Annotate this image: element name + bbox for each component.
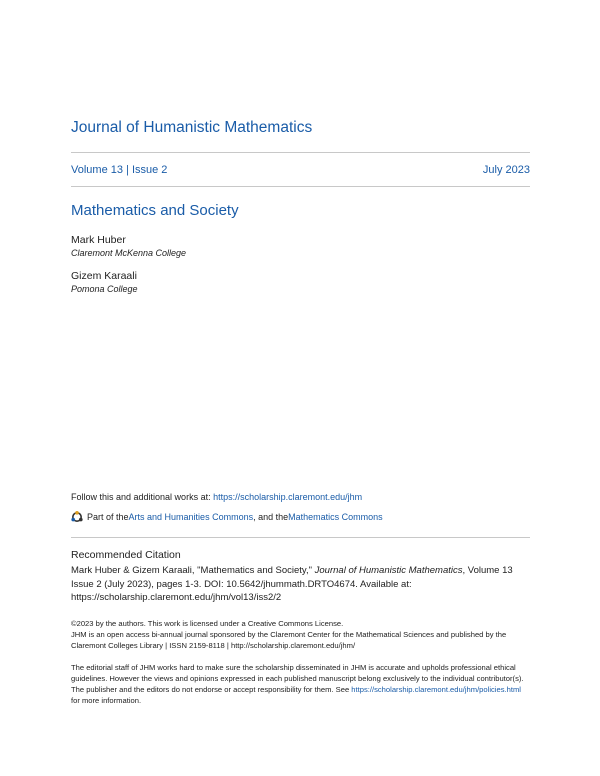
- follow-prefix: Follow this and additional works at:: [71, 492, 214, 502]
- citation-details: , Volume 13 Issue 2 (July 2023), pages 1-3. DOI: 10.5642/jhummath.DRTO4674. Available at: https://scholarship.claremont.edu/jhm/vol13/iss2/2: [71, 565, 513, 603]
- divider: [71, 537, 530, 538]
- license-line: ©2023 by the authors. This work is licensed under a Creative Commons License.: [71, 619, 344, 628]
- volume-issue: Volume 13 | Issue 2: [71, 164, 168, 176]
- editorial-note: [71, 662, 530, 706]
- part-of-prefix: Part of the: [87, 512, 129, 522]
- policies-link[interactable]: https://scholarship.claremont.edu/jhm/policies.html: [351, 685, 521, 694]
- citation-journal: Journal of Humanistic Mathematics: [314, 565, 463, 576]
- recommended-citation-heading: Recommended Citation: [71, 549, 181, 561]
- divider: [71, 152, 530, 153]
- author-name: Mark Huber: [71, 234, 126, 246]
- editorial-text-end: for more information.: [71, 696, 142, 705]
- author-affiliation: Claremont McKenna College: [71, 248, 187, 258]
- citation-authors-title: Mark Huber & Gizem Karaali, "Mathematics and Society,": [71, 565, 315, 576]
- network-icon: [71, 511, 83, 523]
- journal-title: Journal of Humanistic Mathematics: [71, 119, 313, 136]
- author-name: Gizem Karaali: [71, 270, 137, 282]
- author-affiliation: Pomona College: [71, 284, 138, 294]
- editorial-text: The editorial staff of JHM works hard to make sure the scholarship disseminated in JHM is accurate and upholds professional ethical guidelines. However the views and opinions expressed in each published manuscript belong exclusively to the individual contributor(s). The publisher and the editors do not endorse or accept responsibility for them. See: [71, 663, 524, 694]
- follow-line: [71, 492, 362, 502]
- arts-humanities-commons-link[interactable]: Arts and Humanities Commons: [128, 512, 254, 522]
- divider: [71, 186, 530, 187]
- journal-info: JHM is an open access bi-annual journal sponsored by the Claremont Center for the Mathematical Sciences and published by the Claremont Colleges Library | ISSN 2159-8118 | http://scholarship.claremont.edu/jhm/: [71, 630, 507, 650]
- issue-date: July 2023: [482, 164, 530, 176]
- part-of-line: [71, 511, 383, 523]
- article-title: Mathematics and Society: [71, 202, 239, 219]
- citation-text: [71, 564, 530, 605]
- part-of-middle: , and the: [253, 512, 289, 522]
- repository-link[interactable]: https://scholarship.claremont.edu/jhm: [213, 492, 363, 502]
- mathematics-commons-link[interactable]: Mathematics Commons: [288, 512, 383, 522]
